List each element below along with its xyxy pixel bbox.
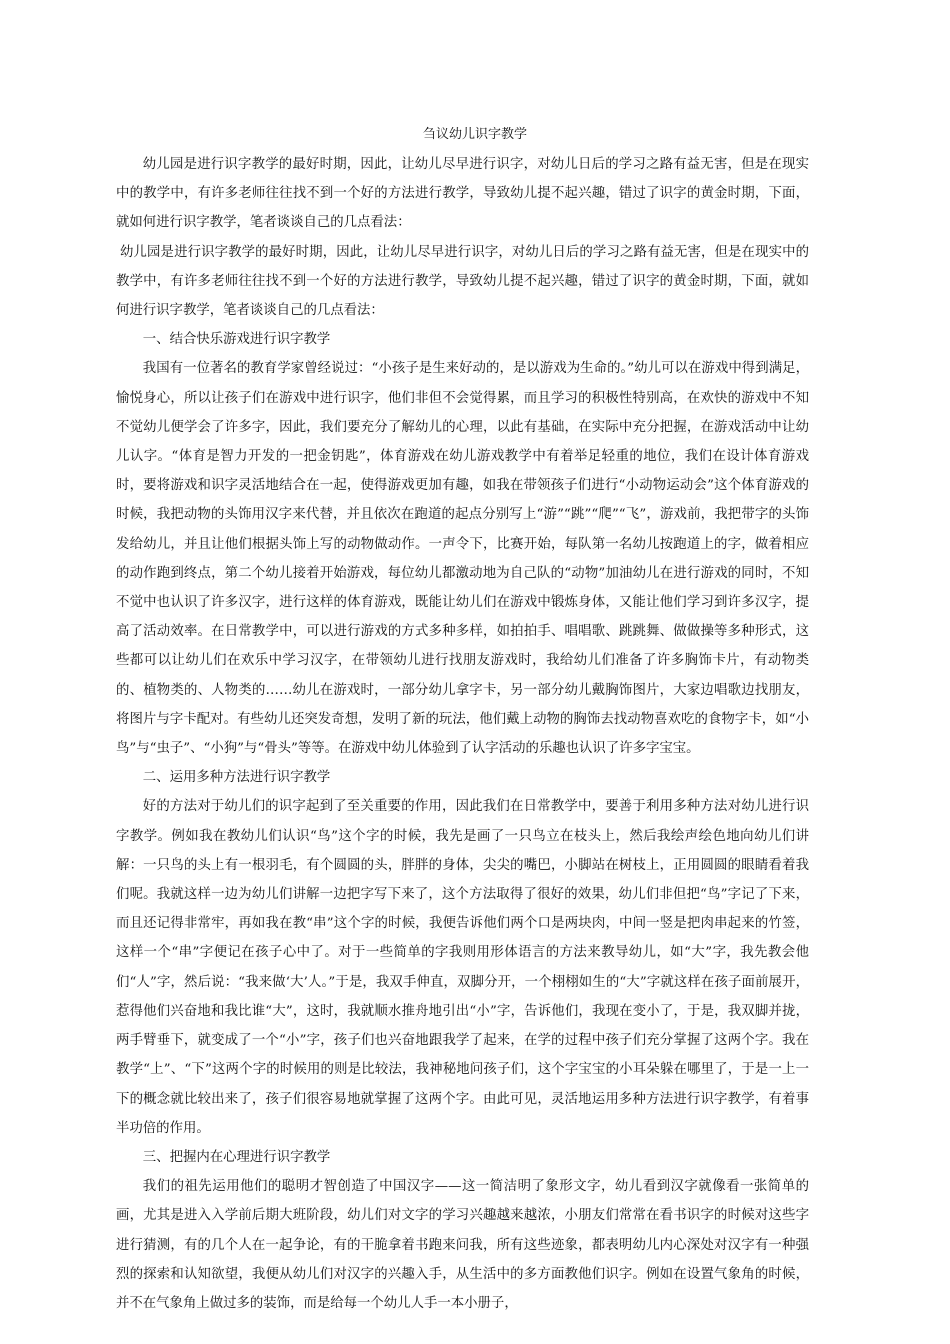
- document-title: 刍议幼儿识字教学: [422, 127, 527, 142]
- intro-paragraph: 幼儿园是进行识字教学的最好时期，因此，让幼儿尽早进行识字，对幼儿日后的学习之路有益无害，但是在现实中的教学中，有许多老师往往找不到一个好的方法进行教学，导致幼儿提不起兴趣，错过了识字的黄金时期，下面，就如何进行识字教学，笔者谈谈自己的几点看法：: [116, 157, 809, 231]
- document-body: [116, 150, 809, 1318]
- intro-paragraph-repeat: 幼儿园是进行识字教学的最好时期，因此，让幼儿尽早进行识字，对幼儿日后的学习之路有益无害，但是在现实中的教学中，有许多老师往往找不到一个好的方法进行教学，导致幼儿提不起兴趣，错过了识字的黄金时期，下面，就如何进行识字教学，笔者谈谈自己的几点看法：: [116, 244, 809, 319]
- section-heading-2: 二、运用多种方法进行识字教学: [142, 770, 331, 786]
- section-heading-3: 三、把握内在心理进行识字教学: [142, 1149, 331, 1165]
- section-3-paragraph: 我们的祖先运用他们的聪明才智创造了中国汉字——这一简洁明了象形文字，幼儿看到汉字就像看一张简单的画，尤其是进入入学前后期大班阶段，幼儿们对文字的学习兴趣越来越浓，小朋友们常常在看书识字的时候对这些字进行猜测，有的几个人在一起争论，有的干脆拿着书跑来问我，所有这些迹象，都表明幼儿内心深处对汉字有一种强烈的探索和认知欲望，我便从幼儿们对汉字的兴趣入手，从生活中的多方面教他们识字。例如在设置气象角的时候，并不在气象角上做过多的装饰，而是给每一个幼儿人手一本小册子，: [116, 1179, 809, 1311]
- section-heading-1: 一、结合快乐游戏进行识字教学: [142, 332, 331, 348]
- section-2-paragraph: 好的方法对于幼儿们的识字起到了至关重要的作用，因此我们在日常教学中，要善于利用多种方法对幼儿进行识字教学。例如我在教幼儿们认识“鸟”这个字的时候，我先是画了一只鸟立在枝头上，然后我绘声绘色地向幼儿们讲解：一只鸟的头上有一根羽毛，有个圆圆的头，胖胖的身体，尖尖的嘴巴，小脚站在树枝上，正用圆圆的眼睛看着我们呢。我就这样一边为幼儿们讲解一边把字写下来了，这个方法取得了很好的效果，幼儿们非但把“鸟”字记了下来，而且还记得非常牢，再如我在教“串”这个字的时候，我便告诉他们两个口是两块肉，中间一竖是把肉串起来的竹签，这样一个“串”字便记在孩子心中了。对于一些简单的字我则用形体语言的方法来教导幼儿，如“大”字，我先教会他们“人”字，然后说：“我来做‘大’人。”于是，我双手伸直，双脚分开，一个栩栩如生的“大”字就这样在孩子面前展开，惹得他们兴奋地和我比谁“大”，这时，我就顺水推舟地引出“小”字，告诉他们，我现在变小了，于是，我双脚并拢，两手臂垂下，就变成了一个“小”字，孩子们也兴奋地跟我学了起来，在学的过程中孩子们充分掌握了这两个字。我在教学“上”、“下”这两个字的时候用的则是比较法，我神秘地问孩子们，这个字宝宝的小耳朵躲在哪里了，于是一上一下的概念就比较出来了，孩子们很容易地就掌握了这两个字。由此可见，灵活地运用多种方法进行识字教学，有着事半功倍的作用。: [116, 799, 809, 1136]
- section-1-paragraph: 我国有一位著名的教育学家曾经说过：“小孩子是生来好动的，是以游戏为生命的。”幼儿可以在游戏中得到满足，愉悦身心，所以让孩子们在游戏中进行识字，他们非但不会觉得累，而且学习的积极性特别高，在欢快的游戏中不知不觉幼儿便学会了许多字，因此，我们要充分了解幼儿的心理，以此有基础，在实际中充分把握，在游戏活动中让幼儿认字。“体育是智力开发的一把金钥匙”，体育游戏在幼儿游戏教学中有着举足轻重的地位，我们在设计体育游戏时，要将游戏和识字灵活地结合在一起，使得游戏更加有趣，如我在带领孩子们进行“小动物运动会”这个体育游戏的时候，我把动物的头饰用汉字来代替，并且依次在跑道的起点分别写上“游”“跳”“爬”“飞”，游戏前，我把带字的头饰发给幼儿，并且让他们根据头饰上写的动物做动作。一声令下，比赛开始，每队第一名幼儿按跑道上的字，做着相应的动作跑到终点，第二个幼儿接着开始游戏，每位幼儿都激动地为自己队的“动物”加油幼儿在进行游戏的同时，不知不觉中也认识了许多汉字，进行这样的体育游戏，既能让幼儿们在游戏中锻炼身体，又能让他们学习到许多汉字，提高了活动效率。在日常教学中，可以进行游戏的方式多种多样，如拍拍手、唱唱歌、跳跳舞、做做操等多种形式，这些都可以让幼儿们在欢乐中学习汉字，在带领幼儿进行找朋友游戏时，我给幼儿们准备了许多胸饰卡片，有动物类的、植物类的、人物类的……幼儿在游戏时，一部分幼儿拿字卡，另一部分幼儿戴胸饰图片，大家边唱歌边找朋友，将图片与字卡配对。有些幼儿还突发奇想，发明了新的玩法，他们戴上动物的胸饰去找动物喜欢吃的食物字卡，如“小鸟”与“虫子”、“小狗”与“骨头”等等。在游戏中幼儿体验到了认字活动的乐趣也认识了许多字宝宝。: [116, 361, 809, 757]
